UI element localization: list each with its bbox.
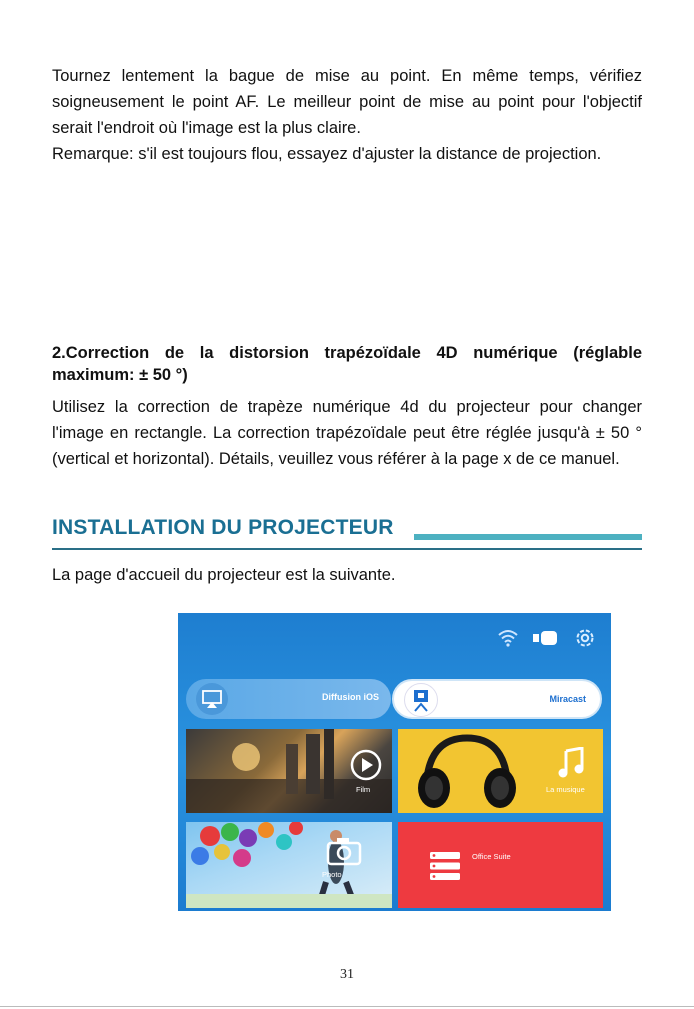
miracast-label: Miracast	[549, 694, 586, 704]
miracast-icon	[404, 683, 438, 717]
keystone-heading: 2.Correction de la distorsion trapézoïdale 4D numérique (réglable maximum: ± 50 °)	[52, 344, 642, 384]
wifi-icon	[497, 628, 519, 648]
miracast-button[interactable]	[392, 679, 602, 719]
play-icon	[350, 749, 382, 786]
focus-note: Remarque: s'il est toujours flou, essayez d'ajuster la distance de projection.	[52, 145, 602, 163]
music-note-icon	[556, 747, 586, 784]
gear-icon	[573, 626, 597, 650]
keystone-paragraph: Utilisez la correction de trapèze numérique 4d du projecteur pour changer l'image en rectangle. La correction trapézoïdale peut être réglée jusqu'à ± 50 ° (vertical et horizontal). Détails, veuillez vous référer à la page x de ce manuel.	[52, 398, 642, 468]
photo-tile[interactable]	[186, 822, 392, 908]
footer-divider	[0, 1006, 694, 1007]
page-number: 31	[340, 967, 354, 982]
intro-text: La page d'accueil du projecteur est la suivante.	[52, 566, 396, 584]
section-title-text: INSTALLATION DU PROJECTEUR	[52, 516, 394, 539]
diffusion-ios-button[interactable]	[186, 679, 391, 719]
projector-home-screenshot	[178, 613, 611, 911]
focus-paragraph	[52, 63, 642, 167]
music-label: La musique	[546, 785, 585, 794]
status-bar	[497, 625, 597, 651]
headphones-icon	[412, 733, 522, 813]
list-icon	[430, 852, 460, 885]
music-tile[interactable]	[398, 729, 603, 813]
camera-icon	[326, 836, 362, 871]
bluetooth-icon	[533, 631, 559, 645]
office-suite-tile[interactable]	[398, 822, 603, 908]
film-label: Film	[356, 785, 371, 794]
section-title-bar	[414, 534, 642, 540]
film-tile[interactable]	[186, 729, 392, 813]
diffusion-ios-label: Diffusion iOS	[322, 692, 379, 702]
focus-text: Tournez lentement la bague de mise au point. En même temps, vérifiez soigneusement le point AF. Le meilleur point de mise au point pour l'objectif serait l'endroit où l'image est la plus claire.	[52, 67, 642, 137]
airplay-icon	[196, 683, 228, 715]
office-suite-label: Office Suite	[472, 852, 511, 861]
section-title	[52, 516, 642, 550]
photo-label: Photo	[322, 870, 342, 879]
